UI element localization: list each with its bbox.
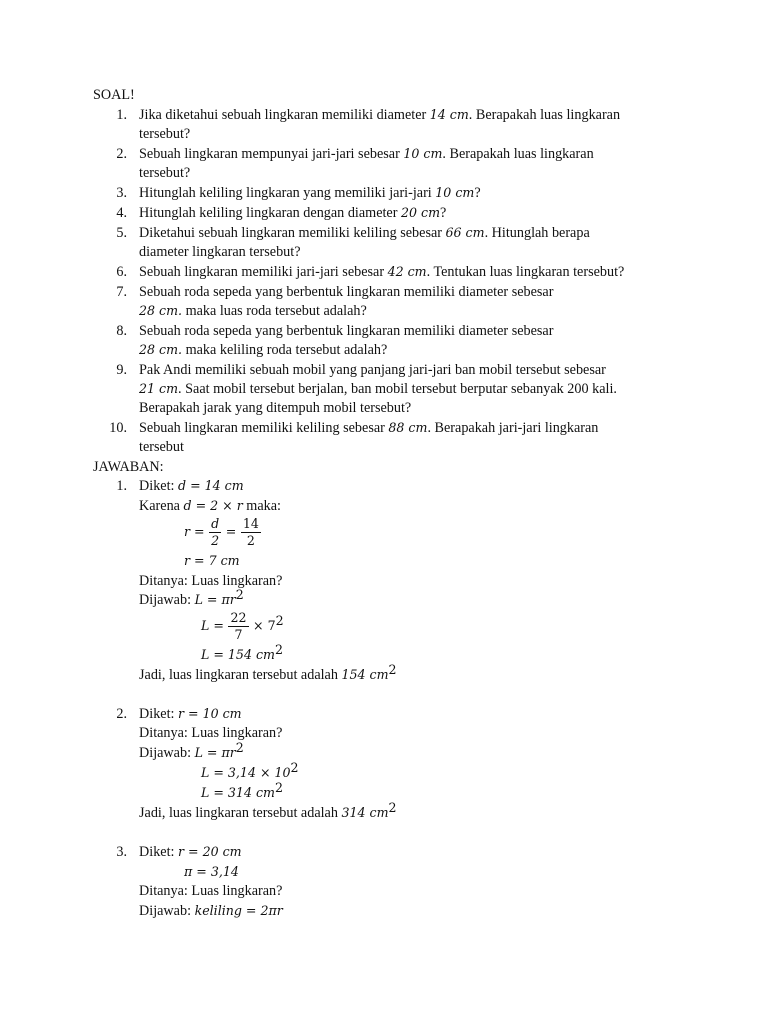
answer-2-result: L = 314 $cm^2$ [201, 780, 283, 800]
jawaban-heading: JAWABAN: [93, 459, 164, 475]
question-4-line-1: Hitunglah keliling lingkaran dengan diameter 20 cm? [139, 205, 447, 221]
soal-heading: SOAL! [93, 87, 135, 103]
answer-number: 2. [116, 706, 127, 722]
answer-number: 3. [116, 844, 127, 860]
question-number: 9. [116, 362, 127, 378]
question-number: 5. [116, 225, 127, 241]
question-number: 6. [116, 264, 127, 280]
answer-1-diket: Diket: d = 14 cm [139, 478, 244, 494]
question-number: 3. [116, 185, 127, 201]
answer-1-dijawab: Dijawab: $L = \pi r^2$ [139, 587, 244, 608]
question-2-line-1: Sebuah lingkaran mempunyai jari-jari sebesar 10 cm. Berapakah luas lingkaran [139, 146, 594, 162]
question-number: 2. [116, 146, 127, 162]
answer-1-r-result: r = 7 cm [184, 553, 240, 568]
question-8-line-1: Sebuah roda sepeda yang berbentuk lingkaran memiliki diameter sebesar [139, 323, 554, 339]
answer-2-ditanya: Ditanya: Luas lingkaran? [139, 725, 283, 741]
answer-2-step: $L = 3,14 \times 10^2$ [201, 760, 299, 780]
question-9-line-3: Berapakah jarak yang ditempuh mobil tersebut? [139, 400, 412, 416]
answer-3-pi: π = 3,14 [184, 864, 239, 879]
question-9-line-2: 21 cm. Saat mobil tersebut berjalan, ban mobil tersebut berputar sebanyak 200 kali. [139, 381, 617, 397]
answer-1-conclusion: Jadi, luas lingkaran tersebut adalah 154 $cm^2$ [139, 662, 397, 683]
question-5-line-1: Diketahui sebuah lingkaran memiliki keliling sebesar 66 cm. Hitunglah berapa [139, 225, 590, 241]
answer-1-r-fraction: r = $\frac{d}{2}$ = $\frac{14}{2}$ [184, 516, 259, 548]
question-1-line-2: tersebut? [139, 126, 191, 142]
question-number: 4. [116, 205, 127, 221]
answer-2-conclusion: Jadi, luas lingkaran tersebut adalah 314 $cm^2$ [139, 800, 397, 821]
answer-number: 1. [116, 478, 127, 494]
question-number: 7. [116, 284, 127, 300]
question-number: 1. [116, 107, 127, 123]
question-8-line-2: 28 cm. maka keliling roda tersebut adalah? [139, 342, 388, 358]
answer-3-ditanya: Ditanya: Luas lingkaran? [139, 883, 283, 899]
question-2-line-2: tersebut? [139, 165, 191, 181]
answer-2-dijawab: Dijawab: $L = \pi r^2$ [139, 740, 244, 761]
question-3-line-1: Hitunglah keliling lingkaran yang memiliki jari-jari 10 cm? [139, 185, 481, 201]
question-number: 8. [116, 323, 127, 339]
question-10-line-2: tersebut [139, 439, 184, 455]
answer-2-diket: Diket: r = 10 cm [139, 706, 242, 722]
answer-1-karena: Karena d = 2 × r maka: [139, 498, 281, 514]
answer-3-dijawab: Dijawab: keliling = 2πr [139, 903, 283, 919]
answer-1-step: L = $\frac{22}{7}$ × $7^2$ [201, 610, 284, 642]
answer-3-diket: Diket: r = 20 cm [139, 844, 242, 860]
answer-1-result: L = 154 $cm^2$ [201, 642, 283, 662]
question-6-line-1: Sebuah lingkaran memiliki jari-jari sebesar 42 cm. Tentukan luas lingkaran tersebut? [139, 264, 625, 280]
answer-1-ditanya: Ditanya: Luas lingkaran? [139, 573, 283, 589]
question-1-line-1: Jika diketahui sebuah lingkaran memiliki diameter 14 cm. Berapakah luas lingkaran [139, 107, 621, 123]
question-10-line-1: Sebuah lingkaran memiliki keliling sebesar 88 cm. Berapakah jari-jari lingkaran [139, 420, 599, 436]
question-5-line-2: diameter lingkaran tersebut? [139, 244, 301, 260]
question-number: 10. [109, 420, 127, 436]
question-7-line-2: 28 cm. maka luas roda tersebut adalah? [139, 303, 367, 319]
question-7-line-1: Sebuah roda sepeda yang berbentuk lingkaran memiliki diameter sebesar [139, 284, 554, 300]
question-9-line-1: Pak Andi memiliki sebuah mobil yang panjang jari-jari ban mobil tersebut sebesar [139, 362, 606, 378]
